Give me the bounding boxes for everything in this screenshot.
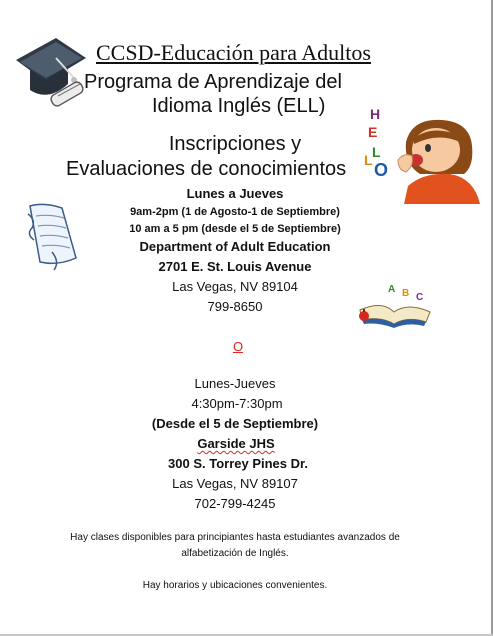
abc-letter-a: A — [388, 284, 396, 295]
abc-letter-b: B — [402, 288, 410, 299]
classes-line-2: alfabetización de Inglés. — [181, 548, 289, 559]
schedule-2: 10 am a 5 pm (desde el 5 de Septiembre) — [129, 223, 341, 235]
abc-book-clipart — [354, 284, 436, 328]
hours-2: 4:30pm-7:30pm — [191, 396, 283, 411]
convenience-note: Hay horarios y ubicaciones convenientes. — [142, 580, 328, 591]
or-separator: O — [232, 339, 244, 354]
abc-letter-c: C — [416, 292, 424, 303]
school-name-text: Garside JHS — [197, 436, 275, 451]
city-1: Las Vegas, NV 89104 — [172, 279, 298, 294]
address-2: 300 S. Torrey Pines Dr. — [168, 456, 308, 471]
hello-letter-e: E — [368, 124, 378, 140]
writing-paper-icon — [22, 200, 82, 272]
hello-letter-o: O — [374, 160, 389, 180]
hello-letter-h: H — [370, 106, 381, 122]
phone-2: 702-799-4245 — [194, 496, 276, 511]
hello-letter-l1: L — [372, 144, 381, 160]
days-label-2: Lunes-Jueves — [194, 376, 276, 391]
start-date-2: (Desde el 5 de Septiembre) — [151, 416, 319, 431]
registration-heading-line-1: Inscripciones y — [168, 133, 302, 155]
location-name: Department of Adult Education — [139, 239, 331, 254]
hello-letter-l2: L — [364, 152, 373, 168]
classes-line-1: Hay clases disponibles para principiantes hasta estudiantes avanzados de — [70, 532, 400, 543]
open-book-icon — [354, 294, 434, 328]
phone-1: 799-8650 — [207, 299, 263, 314]
page-title: CCSD-Educación para Adultos — [96, 40, 371, 65]
address-1: 2701 E. St. Louis Avenue — [158, 259, 312, 274]
days-label: Lunes a Jueves — [186, 186, 284, 201]
graduation-cap-icon — [10, 32, 90, 112]
program-line-1: Programa de Aprendizaje del — [84, 71, 342, 93]
schedule-1: 9am-2pm (1 de Agosto-1 de Septiembre) — [130, 206, 340, 218]
program-line-2: Idioma Inglés (ELL) — [152, 95, 326, 117]
school-name — [0, 436, 476, 451]
city-2: Las Vegas, NV 89107 — [172, 476, 298, 491]
registration-heading-line-2: Evaluaciones de conocimientos — [66, 158, 347, 180]
